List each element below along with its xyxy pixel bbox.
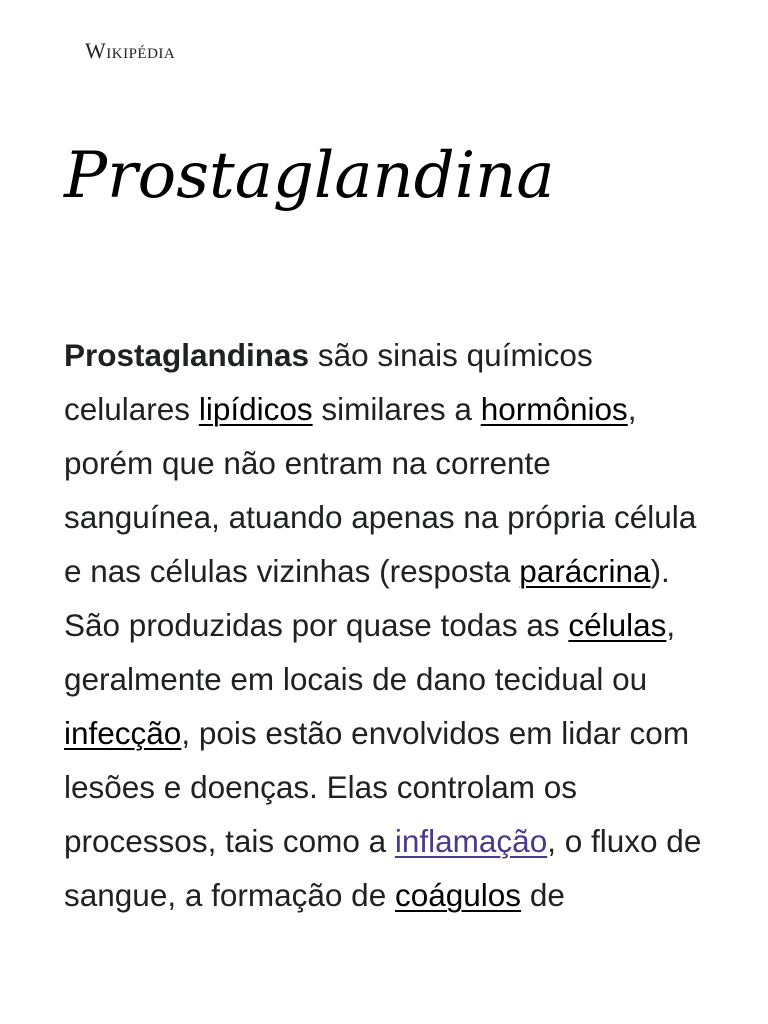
link-hormonios[interactable]: hormônios bbox=[480, 391, 628, 427]
link-infeccao[interactable]: infecção bbox=[64, 715, 182, 751]
paragraph-text: ). São produzidas por quase todas as bbox=[64, 553, 670, 643]
paragraph-text: similares a bbox=[312, 391, 481, 427]
paragraph-text: são sinais químicos celulares bbox=[64, 337, 593, 427]
paragraph-text: , geralmente em locais de dano tecidual ou bbox=[64, 607, 676, 697]
link-paracrina[interactable]: parácrina bbox=[519, 553, 651, 589]
link-coagulos[interactable]: coágulos bbox=[394, 877, 522, 913]
page-title: Prostaglandina bbox=[64, 139, 555, 213]
wikipedia-wordmark[interactable]: Wikipédia bbox=[85, 38, 176, 63]
paragraph-text: de bbox=[521, 877, 565, 913]
paragraph-text: , pois estão envolvidos em lidar com lesões e doenças. Elas controlam os processos, tais como a bbox=[64, 715, 690, 859]
link-celulas[interactable]: células bbox=[568, 607, 667, 643]
bold-term: Prostaglandinas bbox=[64, 337, 310, 373]
paragraph-text: , o fluxo de sangue, a formação de bbox=[64, 823, 702, 913]
paragraph-text: , porém que não entram na corrente sanguínea, atuando apenas na própria célula e nas células vizinhas (resposta bbox=[64, 391, 697, 589]
article-paragraph bbox=[64, 328, 714, 922]
link-lipidicos[interactable]: lipídicos bbox=[198, 391, 313, 427]
link-inflamacao[interactable]: inflamação bbox=[394, 823, 548, 859]
